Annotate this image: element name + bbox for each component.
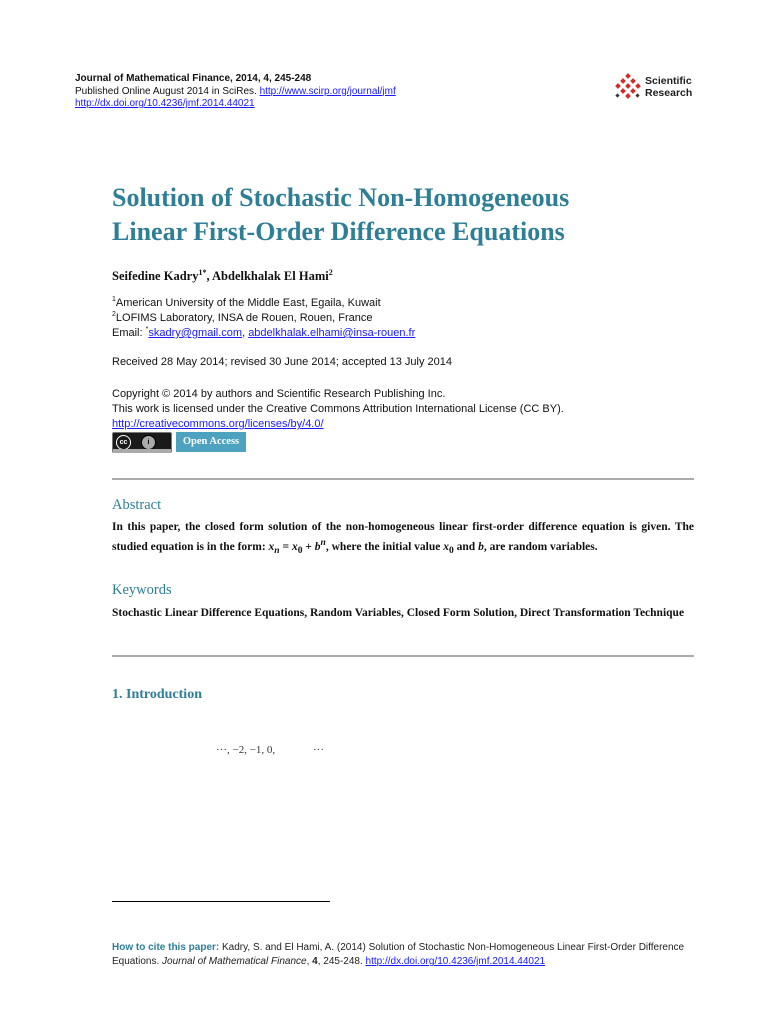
aff1-sup: 1 <box>112 296 116 303</box>
open-access-badge[interactable]: Open Access <box>176 432 246 452</box>
keywords-heading: Keywords <box>112 582 172 598</box>
published-line <box>75 86 396 99</box>
citation-doi-link[interactable]: http://dx.doi.org/10.4236/jmf.2014.44021 <box>365 956 546 967</box>
divider-top <box>112 478 694 480</box>
authors <box>112 268 333 284</box>
introduction-heading: 1. Introduction <box>112 687 202 702</box>
citation-text-a: Kadry, S. and El Hami, A. (2014) Solution of Stochastic Non-Homogeneous Linear First-Order Difference Equations. <box>112 942 685 967</box>
abstract-part-c: and <box>453 540 479 553</box>
aff2-text: LOFIMS Laboratory, INSA de Rouen, Rouen, France <box>115 312 373 324</box>
email-2-link[interactable]: abdelkhalak.elhami@insa-rouen.fr <box>248 327 416 339</box>
iv-0: 0 <box>448 545 454 557</box>
cc-icon: cc <box>116 435 131 450</box>
journal-line: Journal of Mathematical Finance, 2014, 4, 245-248 <box>75 73 312 84</box>
paper-title <box>112 181 712 249</box>
abstract-part-a: In this paper, the closed form solution of the non-homogeneous linear first-order difference equation is given. The studied equation is in the form: <box>112 521 694 553</box>
cc-strip <box>113 449 171 453</box>
email-label: Email: <box>112 327 146 339</box>
aff1-text: American University of the Middle East, Egaila, Kuwait <box>115 297 381 309</box>
author-1-sup: 1* <box>198 268 207 277</box>
doi-link[interactable]: http://dx.doi.org/10.4236/jmf.2014.44021 <box>75 98 255 109</box>
title-line2: Linear First-Order Difference Equations <box>112 217 565 246</box>
aff2-sup: 2 <box>112 311 116 318</box>
citation-label: How to cite this paper: <box>112 942 223 953</box>
citation-text-c: , 245-248. <box>317 956 366 967</box>
eq-b: b <box>314 540 321 553</box>
author-sep: , <box>206 269 213 284</box>
cc-by-badge[interactable] <box>112 432 172 453</box>
abstract-part-b: , where the initial value <box>325 540 444 553</box>
logo-diamond-icon <box>612 73 644 105</box>
intro-math-left: ···, −2, −1, 0, <box>216 744 276 756</box>
citation <box>112 941 696 969</box>
eq-bn: n <box>320 537 326 548</box>
citation-volume: 4 <box>312 956 318 967</box>
published-prefix: Published Online August 2014 in SciRes. <box>75 85 260 97</box>
email-star: * <box>145 326 149 333</box>
iv-x: x <box>443 540 449 553</box>
copyright-line: Copyright © 2014 by authors and Scientific Research Publishing Inc. <box>112 388 446 400</box>
citation-journal: Journal of Mathematical Finance <box>162 956 307 967</box>
logo-text <box>645 76 692 99</box>
journal-url-link[interactable]: http://www.scirp.org/journal/jmf <box>259 85 396 97</box>
logo-line2: Research <box>645 86 693 99</box>
abstract-part-d: , are random variables. <box>483 540 598 553</box>
citation-text-b: , <box>306 956 313 967</box>
intro-math-right: ··· <box>313 744 324 756</box>
eq-plus: + <box>302 540 315 553</box>
eq-0: 0 <box>297 545 303 557</box>
eq-n: n <box>274 545 280 557</box>
keywords-text: Stochastic Linear Difference Equations, Random Variables, Closed Form Solution, Direct Transformation Technique <box>112 607 685 619</box>
by-person-icon: i <box>141 435 156 450</box>
author-1: Seifedine Kadry <box>112 269 199 284</box>
iv-b: b <box>478 540 484 553</box>
copyright-block <box>112 387 564 432</box>
eq-x: x <box>268 540 275 553</box>
eq-equals: = <box>279 540 292 553</box>
abstract-text <box>112 520 694 558</box>
title-line1: Solution of Stochastic Non-Homogeneous <box>112 183 570 212</box>
author-2-sup: 2 <box>328 268 333 277</box>
received-dates: Received 28 May 2014; revised 30 June 2014; accepted 13 July 2014 <box>112 356 453 368</box>
abstract-heading: Abstract <box>112 497 162 513</box>
scientific-research-logo <box>612 73 702 105</box>
license-line: This work is licensed under the Creative Commons Attribution International License (CC BY). <box>112 403 564 415</box>
eq-x0: x <box>291 540 298 553</box>
author-2: Abdelkhalak El Hami <box>212 269 329 284</box>
email-sep: , <box>242 327 249 339</box>
license-url-link[interactable]: http://creativecommons.org/licenses/by/4.0/ <box>112 418 324 430</box>
journal-header <box>75 73 396 111</box>
logo-line1: Scientific <box>645 75 692 87</box>
email-1-link[interactable]: skadry@gmail.com <box>148 327 243 339</box>
email-line <box>112 323 415 340</box>
divider-bottom <box>112 655 694 657</box>
footnote-rule <box>112 901 330 902</box>
